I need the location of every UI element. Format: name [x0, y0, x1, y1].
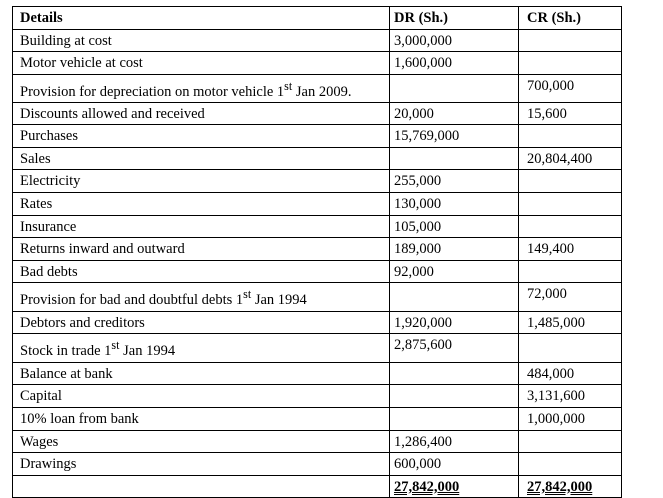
row-dr: 1,600,000	[390, 52, 519, 75]
row-label: Debtors and creditors	[13, 311, 390, 334]
row-label: Rates	[13, 192, 390, 215]
row-dr: 130,000	[390, 192, 519, 215]
row-label: Sales	[13, 147, 390, 170]
table-row	[13, 453, 622, 476]
row-cr: 20,804,400	[519, 147, 622, 170]
label-superscript: st	[284, 78, 293, 93]
row-cr: 3,131,600	[519, 385, 622, 408]
row-cr: 15,600	[519, 102, 622, 125]
row-cr	[519, 453, 622, 476]
row-label: Returns inward and outward	[13, 238, 390, 261]
row-dr: 189,000	[390, 238, 519, 261]
total-cr	[519, 475, 622, 498]
label-text: Jan 2009.	[292, 83, 352, 100]
label-text: Provision for bad and doubtful debts 1	[20, 292, 244, 309]
table-row	[13, 260, 622, 283]
table-row	[13, 102, 622, 125]
header-details: Details	[13, 7, 390, 30]
header-cr: CR (Sh.)	[519, 7, 622, 30]
row-cr: 1,485,000	[519, 311, 622, 334]
label-text: Jan 1994	[251, 292, 307, 309]
row-cr: 700,000	[519, 74, 622, 102]
row-dr: 255,000	[390, 170, 519, 193]
trial-balance	[12, 6, 621, 498]
row-label	[13, 334, 390, 362]
row-cr: 484,000	[519, 362, 622, 385]
total-dr-value: 27,842,000	[394, 478, 460, 495]
row-cr	[519, 215, 622, 238]
row-cr	[519, 334, 622, 362]
table-row	[13, 311, 622, 334]
row-label: Building at cost	[13, 29, 390, 52]
table-row	[13, 147, 622, 170]
row-label: Insurance	[13, 215, 390, 238]
row-dr	[390, 362, 519, 385]
label-text: Stock in trade 1	[20, 343, 112, 360]
label-text: Jan 1994	[119, 343, 176, 360]
table-row	[13, 74, 622, 102]
label-text: Provision for depreciation on motor vehicle 1	[20, 83, 285, 100]
table-row	[13, 385, 622, 408]
row-label: Purchases	[13, 125, 390, 148]
table-row	[13, 52, 622, 75]
row-dr: 15,769,000	[390, 125, 519, 148]
row-label: Wages	[13, 430, 390, 453]
row-cr	[519, 170, 622, 193]
table-row	[13, 407, 622, 430]
label-superscript: st	[111, 338, 120, 353]
row-label: 10% loan from bank	[13, 407, 390, 430]
row-label: Electricity	[13, 170, 390, 193]
row-dr: 3,000,000	[390, 29, 519, 52]
row-cr	[519, 52, 622, 75]
row-dr: 600,000	[390, 453, 519, 476]
table-row	[13, 192, 622, 215]
row-dr	[390, 283, 519, 311]
row-cr: 149,400	[519, 238, 622, 261]
row-cr	[519, 430, 622, 453]
row-dr: 1,286,400	[390, 430, 519, 453]
row-dr	[390, 407, 519, 430]
table-row	[13, 170, 622, 193]
table-row	[13, 125, 622, 148]
row-dr	[390, 147, 519, 170]
row-cr	[519, 125, 622, 148]
total-dr	[390, 475, 519, 498]
row-label: Balance at bank	[13, 362, 390, 385]
row-dr	[390, 74, 519, 102]
header-dr: DR (Sh.)	[390, 7, 519, 30]
totals-row	[13, 475, 622, 498]
row-dr: 2,875,600	[390, 334, 519, 362]
row-cr: 1,000,000	[519, 407, 622, 430]
header-row	[13, 7, 622, 30]
label-superscript: st	[243, 287, 252, 302]
row-dr: 105,000	[390, 215, 519, 238]
row-label: Drawings	[13, 453, 390, 476]
row-cr	[519, 192, 622, 215]
row-cr	[519, 29, 622, 52]
row-label: Bad debts	[13, 260, 390, 283]
table-row	[13, 334, 622, 362]
row-cr	[519, 260, 622, 283]
table-row	[13, 215, 622, 238]
row-label: Capital	[13, 385, 390, 408]
total-cr-value: 27,842,000	[527, 478, 593, 495]
row-dr	[390, 385, 519, 408]
row-cr: 72,000	[519, 283, 622, 311]
table-row	[13, 29, 622, 52]
row-dr: 92,000	[390, 260, 519, 283]
table-row	[13, 362, 622, 385]
row-dr: 1,920,000	[390, 311, 519, 334]
row-label	[13, 74, 390, 102]
totals-label	[13, 475, 390, 498]
table-row	[13, 283, 622, 311]
table-row	[13, 430, 622, 453]
row-label: Discounts allowed and received	[13, 102, 390, 125]
trial-balance-table	[12, 6, 622, 498]
row-label: Motor vehicle at cost	[13, 52, 390, 75]
row-dr: 20,000	[390, 102, 519, 125]
table-row	[13, 238, 622, 261]
row-label	[13, 283, 390, 311]
